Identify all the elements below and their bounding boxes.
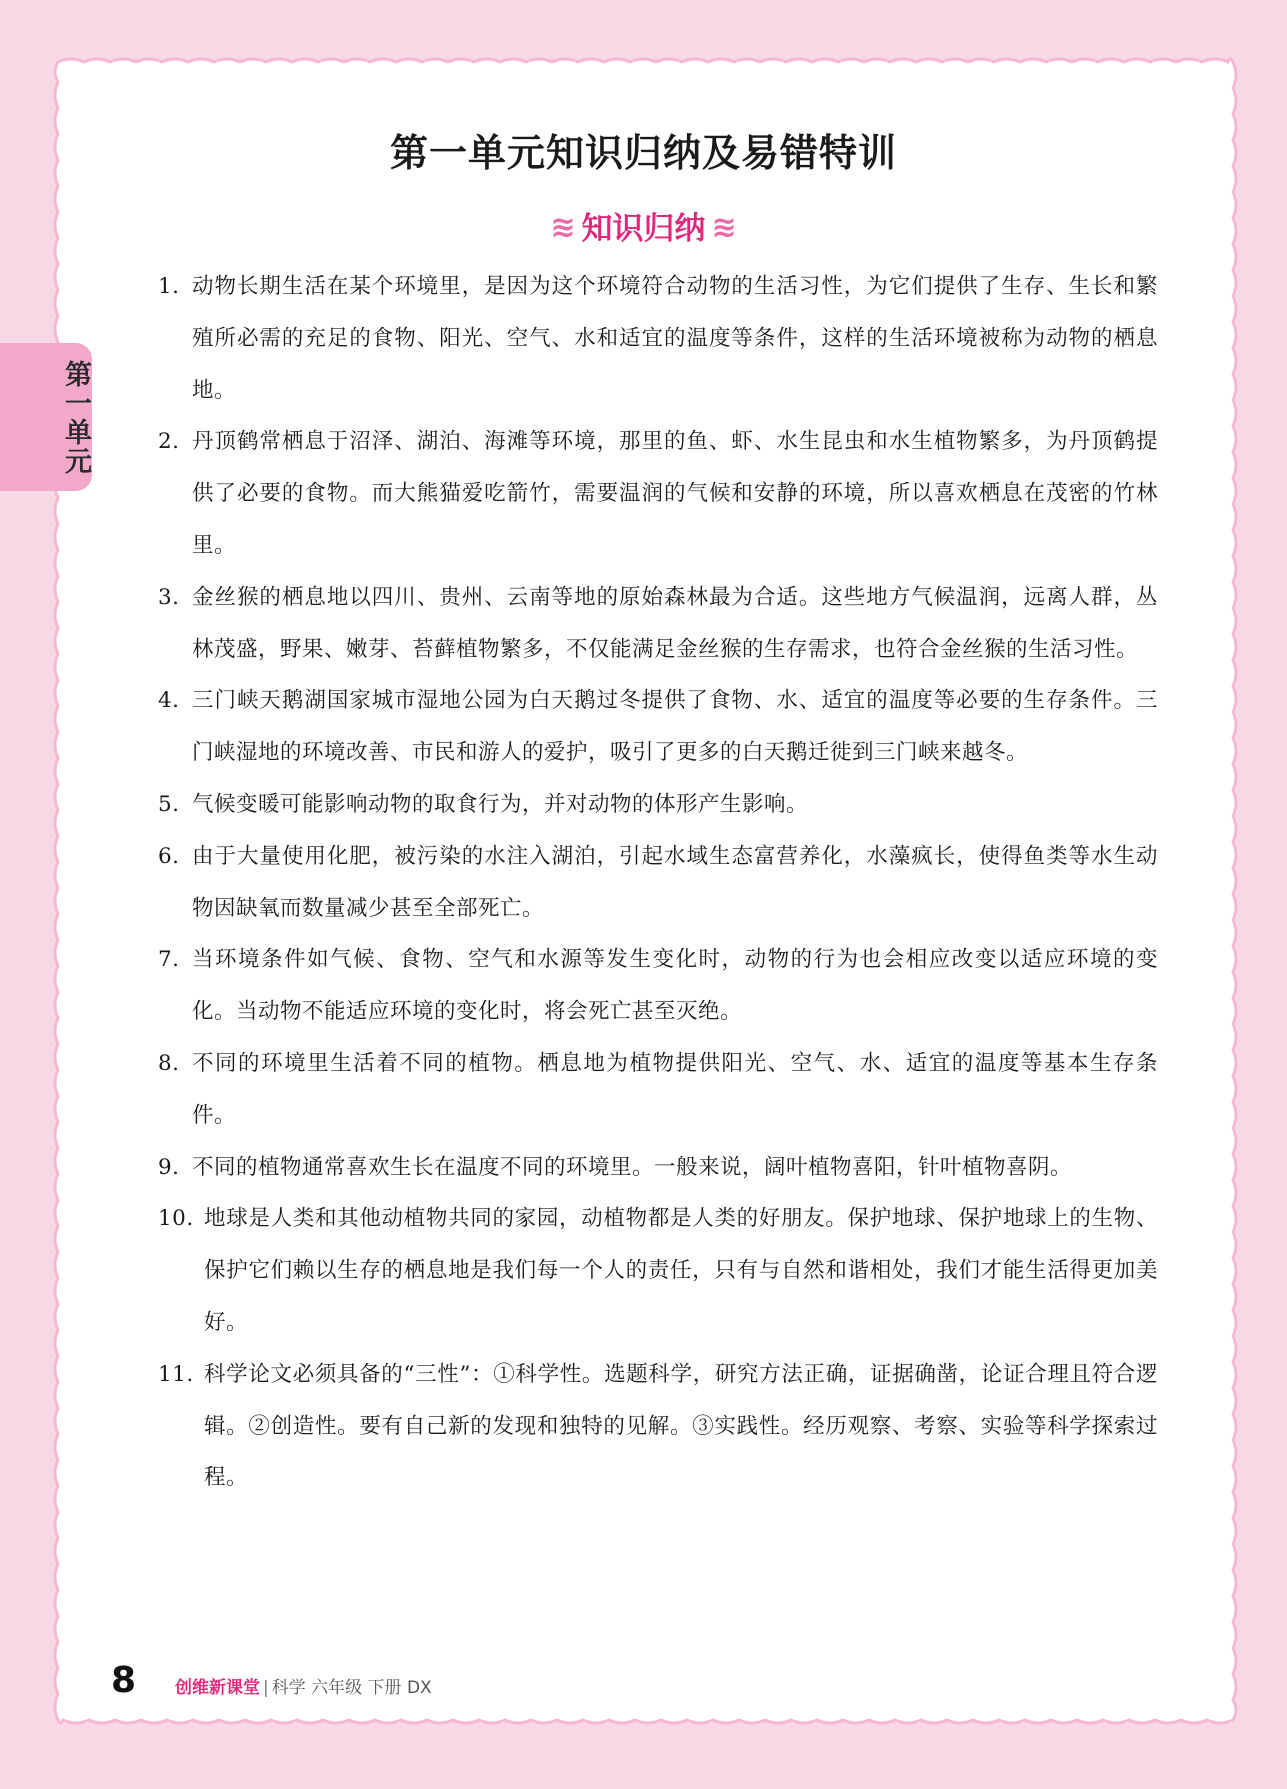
item-text: 丹顶鹤常栖息于沼泽、湖泊、海滩等环境，那里的鱼、虾、水生昆虫和水生植物繁多，为丹顶鹤提供了必要的食物。而大熊猫爱吃箭竹，需要温润的气候和安静的环境，所以喜欢栖息在茂密的竹林里。 [192, 429, 1158, 558]
list-item [158, 416, 1158, 571]
item-text: 地球是人类和其他动植物共同的家园，动植物都是人类的好朋友。保护地球、保护地球上的生物、保护它们赖以生存的栖息地是我们每一个人的责任，只有与自然和谐相处，我们才能生活得更加美好。 [204, 1206, 1158, 1335]
item-number: 10. [158, 1206, 194, 1232]
item-text: 不同的植物通常喜欢生长在温度不同的环境里。一般来说，阔叶植物喜阳，针叶植物喜阴。 [192, 1154, 1073, 1180]
footer-info [175, 1673, 432, 1698]
item-text: 金丝猴的栖息地以四川、贵州、云南等地的原始森林最为合适。这些地方气候温润，远离人群，丛林茂盛，野果、嫩芽、苔藓植物繁多，不仅能满足金丝猴的生存需求，也符合金丝猴的生活习性。 [192, 584, 1158, 662]
item-text: 气候变暖可能影响动物的取食行为，并对动物的体形产生影响。 [192, 791, 809, 817]
item-number: 11. [158, 1361, 194, 1387]
footer-separator: | [263, 1678, 269, 1698]
knowledge-list [158, 261, 1158, 1504]
item-number: 6. [158, 843, 180, 869]
list-item [158, 831, 1158, 935]
item-text: 由于大量使用化肥，被污染的水注入湖泊，引起水域生态富营养化，水藻疯长，使得鱼类等水生动物因缺氧而数量减少甚至全部死亡。 [192, 843, 1158, 921]
side-tab-label: 第一单元 [60, 360, 91, 476]
item-number: 7. [158, 947, 180, 973]
item-number: 4. [158, 688, 180, 714]
page-number: 8 [111, 1660, 137, 1701]
list-item [158, 1142, 1158, 1194]
section-heading [0, 203, 1287, 248]
item-text: 动物长期生活在某个环境里，是因为这个环境符合动物的生活习性，为它们提供了生存、生长和繁殖所必需的充足的食物、阳光、空气、水和适宜的温度等条件，这样的生活环境被称为动物的栖息地。 [192, 274, 1158, 403]
list-item [158, 779, 1158, 831]
item-text: 不同的环境里生活着不同的植物。栖息地为植物提供阳光、空气、水、适宜的温度等基本生存条件。 [192, 1050, 1158, 1128]
list-item [158, 1193, 1158, 1348]
footer-brand: 创维新课堂 [175, 1678, 260, 1698]
list-item [158, 261, 1158, 416]
list-item [158, 1038, 1158, 1142]
footer-details: 科学 六年级 下册 DX [271, 1678, 432, 1698]
item-text: 当环境条件如气候、食物、空气和水源等发生变化时，动物的行为也会相应改变以适应环境的变化。当动物不能适应环境的变化时，将会死亡甚至灭绝。 [192, 947, 1158, 1025]
wave-right-icon: ≋ [711, 210, 737, 245]
item-number: 3. [158, 584, 180, 610]
section-heading-label: 知识归纳 [581, 211, 706, 247]
item-text: 三门峡天鹅湖国家城市湿地公园为白天鹅过冬提供了食物、水、适宜的温度等必要的生存条件。三门峡湿地的环境改善、市民和游人的爱护，吸引了更多的白天鹅迁徙到三门峡来越冬。 [192, 688, 1158, 766]
list-item [158, 1349, 1158, 1504]
item-number: 8. [158, 1050, 180, 1076]
list-item [158, 934, 1158, 1038]
item-text: 科学论文必须具备的“三性”：①科学性。选题科学，研究方法正确，证据确凿，论证合理且符合逻辑。②创造性。要有自己新的发现和独特的见解。③实践性。经历观察、考察、实验等科学探索过程。 [204, 1361, 1158, 1491]
item-number: 1. [158, 274, 180, 299]
page-title: 第一单元知识归纳及易错特训 [389, 131, 897, 175]
item-number: 5. [158, 791, 180, 817]
item-number: 2. [158, 429, 180, 455]
item-number: 9. [158, 1154, 180, 1180]
list-item [158, 572, 1158, 676]
wave-left-icon: ≋ [550, 210, 576, 245]
list-item [158, 675, 1158, 779]
